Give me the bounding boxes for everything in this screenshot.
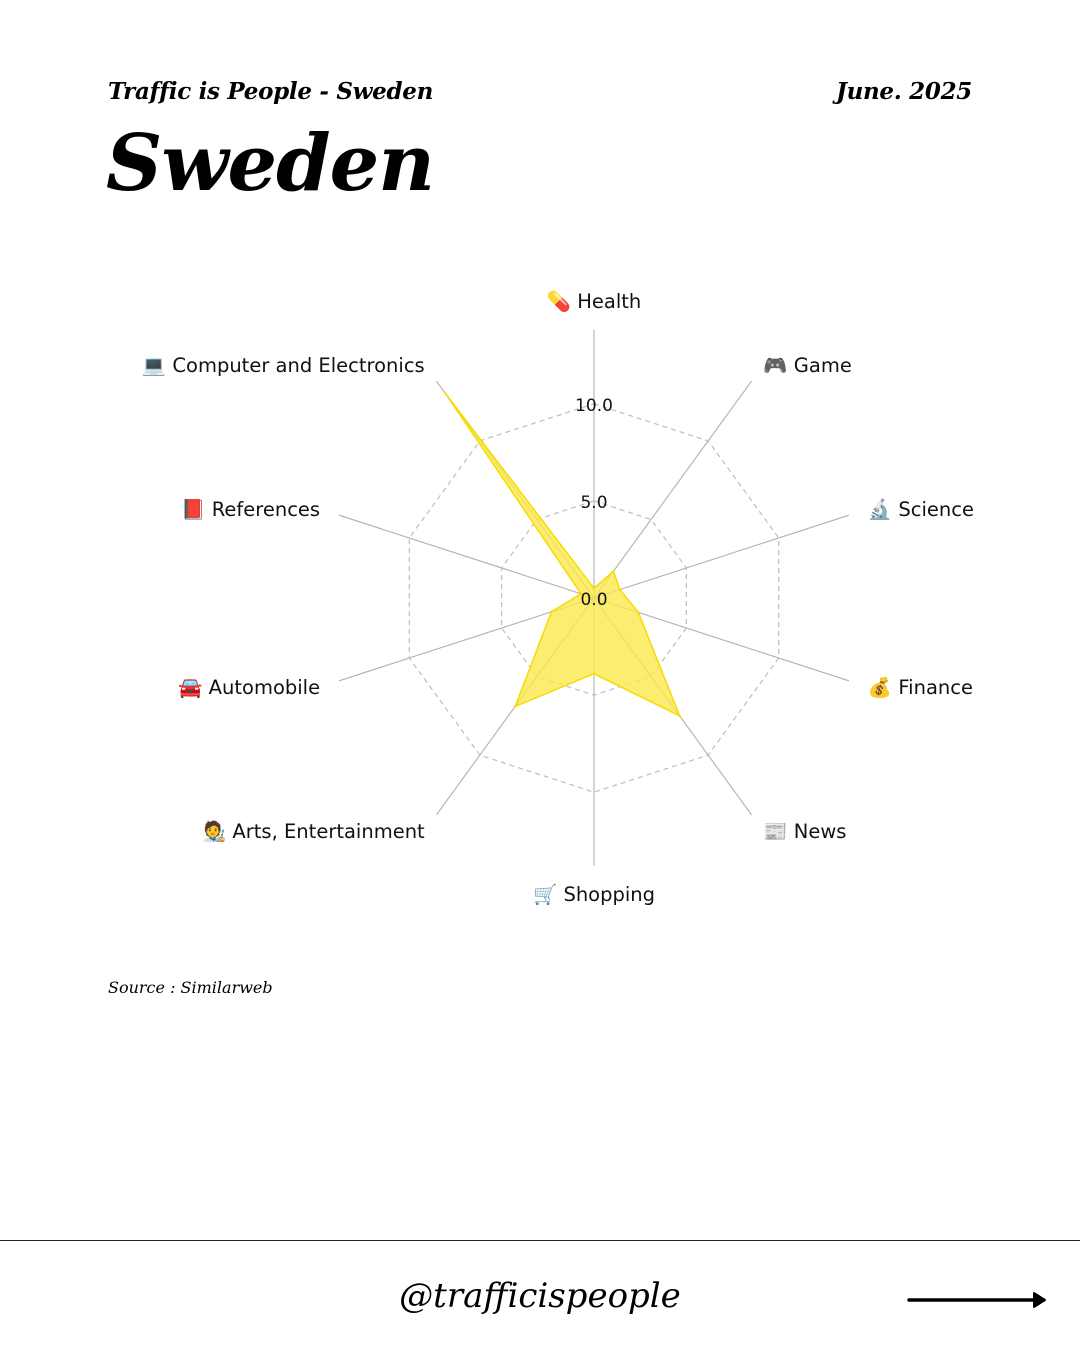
source-note: Source : Similarweb xyxy=(108,978,273,997)
radar-category-label: 🔬 Science xyxy=(867,498,974,522)
footer-divider xyxy=(0,1240,1080,1241)
radar-point-5 xyxy=(593,673,595,675)
right-arrow-icon[interactable] xyxy=(906,1288,1051,1312)
radar-category-label: 📰 News xyxy=(763,819,847,843)
header-subtitle: Traffic is People - Sweden xyxy=(108,78,434,105)
radar-tick-label: 5.0 xyxy=(580,492,608,513)
radar-point-3 xyxy=(637,611,639,613)
radar-category-label: 💻 Computer and Electronics xyxy=(141,354,425,378)
radar-tick-label: 0.0 xyxy=(580,590,608,610)
radar-category-label: 🧑‍🎨 Arts, Entertainment xyxy=(201,819,425,843)
page-title: Sweden xyxy=(106,118,434,209)
radar-point-7 xyxy=(550,611,552,613)
radar-category-label: 💊 Health xyxy=(546,290,642,313)
radar-series xyxy=(444,393,680,717)
radar-axis-1 xyxy=(594,381,752,598)
radar-point-4 xyxy=(678,715,680,717)
radar-category-label: 🚘 Automobile xyxy=(178,675,321,699)
radar-category-label: 🛒 Shopping xyxy=(532,883,656,906)
radar-category-label: 🎮 Game xyxy=(763,354,852,378)
radar-point-6 xyxy=(514,705,516,707)
radar-category-label: 📕 References xyxy=(181,498,321,522)
radar-category-labels xyxy=(142,289,974,906)
radar-point-2 xyxy=(619,588,621,590)
radar-point-1 xyxy=(612,570,614,572)
radar-series-area xyxy=(446,394,680,716)
header-date: June. 2025 xyxy=(836,78,972,105)
social-handle: @trafficispeople xyxy=(399,1276,681,1316)
radar-category-label: 💰 Finance xyxy=(867,675,973,699)
radar-point-9 xyxy=(444,393,446,395)
radar-tick-label: 10.0 xyxy=(575,395,613,416)
radar-axis-2 xyxy=(594,515,849,598)
